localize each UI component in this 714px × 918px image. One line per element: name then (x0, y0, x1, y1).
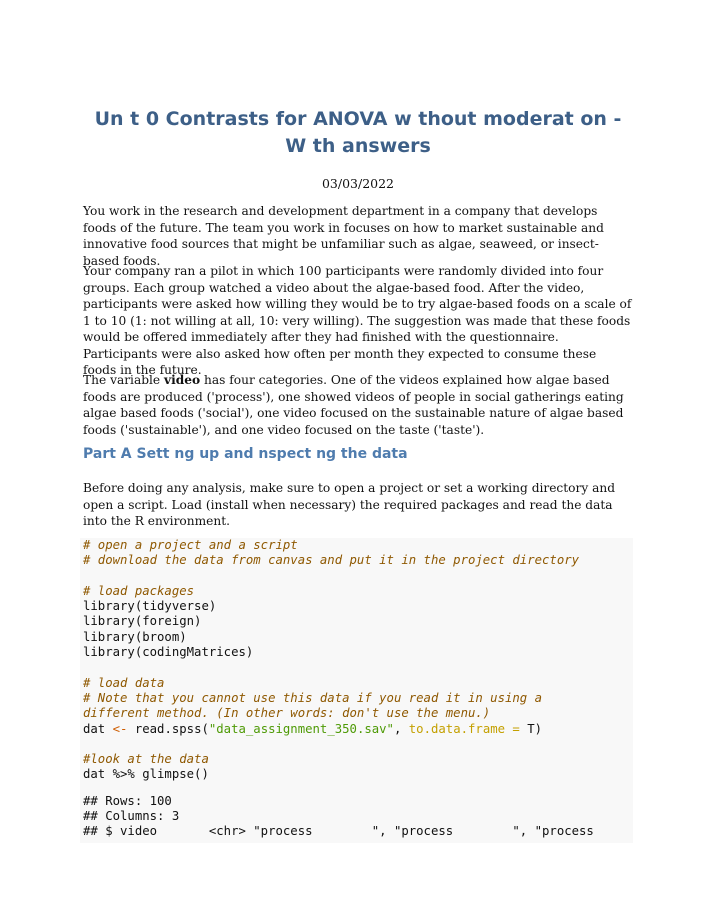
code-line: dat %>% glimpse() (83, 767, 209, 782)
code-blank-line (83, 660, 633, 675)
code-token: , (393, 721, 409, 736)
code-blank-line (83, 783, 633, 794)
code-operator: <- (112, 721, 128, 736)
code-operator: = (505, 721, 528, 736)
code-line: library(broom) (83, 629, 187, 644)
variable-name-video: video (164, 373, 201, 387)
code-output-line: ## $ video <chr> "process ", "process ", "process (83, 824, 594, 839)
pilot-paragraph: Your company ran a pilot in which 100 participants were randomly divided into four groups. Each group watched a video about the algae-based food. After the video, participants were asked how willing they would be to try algae-based foods on a scale of 1 to 10 (1: not willing at all, 10: very willing). The suggestion was made that these foods would be offered immediately after they had finished with the questionnaire. Participants were also asked how often per month they expected to consume these foods in the future. (83, 264, 632, 377)
code-blank-line (83, 737, 633, 752)
intro-paragraph: You work in the research and development department in a company that develops foods of the future. The team you work in focuses on how to market sustainable and innovative food sources that might be unfamiliar such as algae, seaweed, or insect-based foods. (83, 204, 604, 268)
code-line-read-data (83, 722, 633, 737)
code-line: library(foreign) (83, 614, 202, 629)
code-output-line: ## Columns: 3 (83, 809, 180, 824)
code-comment: # load packages (83, 583, 195, 598)
document-date: 03/03/2022 (321, 176, 395, 191)
code-blank-line (83, 569, 633, 584)
code-comment: # open a project and a script (83, 538, 298, 552)
code-block (80, 538, 633, 843)
code-output-line: ## Rows: 100 (83, 793, 172, 808)
text-segment: The variable (83, 373, 164, 387)
code-token: dat (83, 721, 113, 736)
setup-instructions-paragraph: Before doing any analysis, make sure to open a project or set a working directory and open a script. Load (install when necessary) the required packages and read the data into the R environment. (83, 481, 615, 528)
code-comment: # Note that you cannot use this data if you read it in using a (83, 690, 543, 705)
document-title: Un t 0 Contrasts for ANOVA w thout moderat on - W th answers (94, 108, 622, 157)
section-heading: Part A Sett ng up and nspect ng the data (83, 446, 408, 462)
code-comment: #look at the data (83, 752, 209, 767)
code-comment: # download the data from canvas and put it in the project directory (83, 553, 580, 568)
code-comment: # load data (83, 675, 165, 690)
code-line: library(tidyverse) (83, 599, 217, 614)
code-comment: different method. (In other words: don't use the menu.) (83, 706, 491, 721)
code-token: T) (527, 721, 543, 736)
code-line: library(codingMatrices) (83, 645, 254, 660)
code-token: read.spss( (127, 721, 209, 736)
code-argument: to.data.frame (408, 721, 506, 736)
video-variable-paragraph (83, 372, 633, 438)
text-segment: has four categories. One of the videos explained how algae based foods are produced ('process'), one showed videos of people in social gatherings eating algae based foods ('social'), one video focused on the sustainable nature of algae based foods ('sustainable'), and one video focused on the taste ('taste'). (83, 373, 624, 437)
code-string: "data_assignment_350.sav" (208, 721, 394, 736)
